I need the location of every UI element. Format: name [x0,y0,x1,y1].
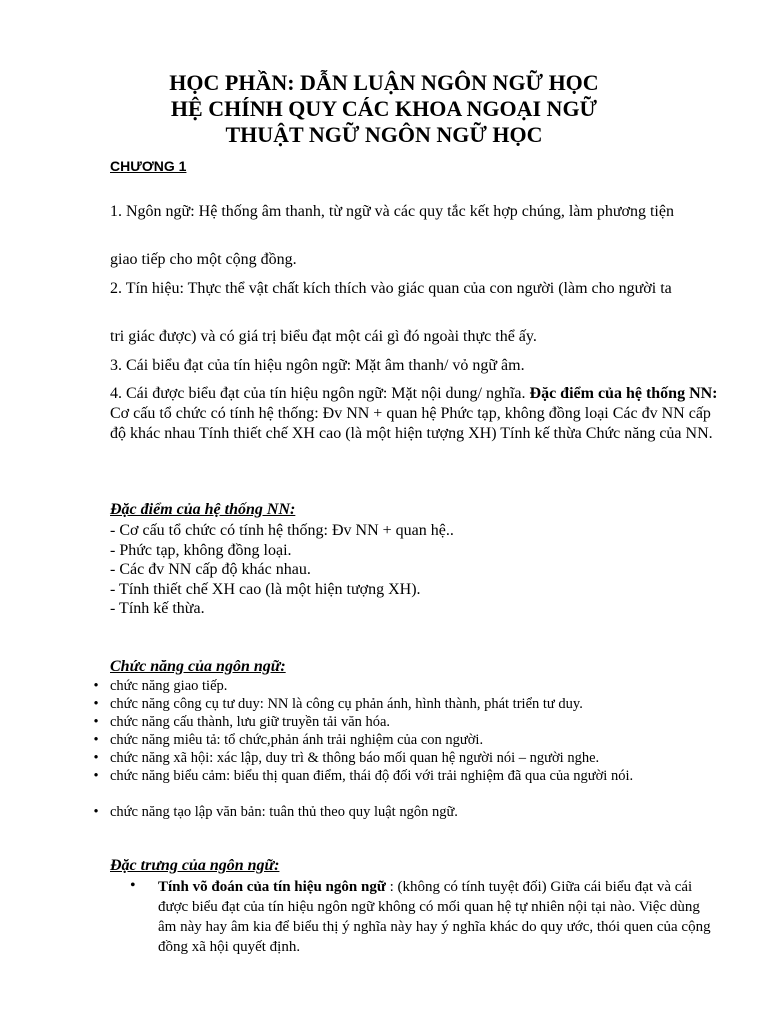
functions-item-text: chức năng biểu cảm: biểu thị quan điểm, thái độ đối với trải nghiệm đã qua của người nói. [110,768,634,784]
bullet-icon: • [93,678,99,694]
bullet-icon: • [93,732,99,748]
features-item: - Các đv NN cấp độ khác nhau. [110,561,311,578]
paragraph-4-bold: Đặc điểm của hệ thống NN: [529,385,718,402]
functions-item [90,750,730,767]
features-list [110,521,710,619]
functions-item [90,732,730,749]
bullet-icon: • [93,696,99,712]
functions-item-text: chức năng miêu tả: tổ chức,phản ánh trải nghiệm của con người. [110,732,484,748]
features-item: - Phức tạp, không đồng loại. [110,541,292,559]
traits-item-text: : (không có tính tuyệt đối) Giữa cái biểu đạt và cái được biểu đạt của tín hiệu ngôn ngữ không có mối quan hệ tự nhiên nội tại nào. Việc dùng âm này hay âm kia để biểu thị ý nghĩa này hay ý nghĩa khác do quy ước, thói quen của cộng đồng xã hội quyết định. [158,879,711,955]
functions-item [90,768,730,785]
functions-item [90,678,730,695]
paragraph-4-start: 4. Cái được biểu đạt của tín hiệu ngôn ngữ: Mặt nội dung/ nghĩa. [110,385,530,402]
title-line-1: HỌC PHẦN: DẪN LUẬN NGÔN NGỮ HỌC [169,70,599,95]
paragraph-3: 3. Cái biểu đạt của tín hiệu ngôn ngữ: Mặt âm thanh/ vỏ ngữ âm. [110,357,525,374]
features-heading: Đặc điểm của hệ thống NN: [110,501,296,518]
functions-item [90,696,730,713]
traits-item [130,877,718,957]
functions-item [90,714,730,731]
functions-item-text: chức năng xã hội: xác lập, duy trì & thông báo mối quan hệ người nói – người nghe. [110,750,600,766]
paragraph-2-line-1: 2. Tín hiệu: Thực thể vật chất kích thích vào giác quan của con người (làm cho người ta [110,280,672,297]
paragraph-2-line-2: tri giác được) và có giá trị biểu đạt một cái gì đó ngoài thực thể ấy. [110,328,537,345]
title-line-2: HỆ CHÍNH QUY CÁC KHOA NGOẠI NGỮ [170,96,598,121]
features-item: - Tính thiết chế XH cao (là một hiện tượng XH). [110,580,421,598]
bullet-icon: • [93,750,99,766]
paragraph-4 [110,384,730,444]
functions-item-text: chức năng tạo lập văn bản: tuân thủ theo quy luật ngôn ngữ. [110,804,458,820]
traits-heading: Đặc trưng của ngôn ngữ: [110,857,280,874]
paragraph-4-rest: Cơ cấu tổ chức có tính hệ thống: Đv NN + quan hệ Phức tạp, không đồng loại Các đv NN cấp độ khác nhau Tính thiết chế XH cao (là một hiện tượng XH) Tính kế thừa Chức năng của NN. [110,405,713,442]
features-item: - Cơ cấu tổ chức có tính hệ thống: Đv NN + quan hệ.. [110,522,454,539]
bullet-icon: • [93,714,99,730]
functions-item [90,804,730,821]
bullet-icon: • [130,877,136,894]
paragraph-1-line-1: 1. Ngôn ngữ: Hệ thống âm thanh, từ ngữ và các quy tắc kết hợp chúng, làm phương tiện [110,203,674,220]
functions-heading: Chức năng của ngôn ngữ: [110,658,286,675]
features-item: - Tính kế thừa. [110,600,205,617]
title-line-3: THUẬT NGỮ NGÔN NGỮ HỌC [225,122,543,147]
functions-item-text: chức năng công cụ tư duy: NN là công cụ phản ánh, hình thành, phát triển tư duy. [110,696,583,712]
functions-item-text: chức năng cấu thành, lưu giữ truyền tải văn hóa. [110,714,391,730]
bullet-icon: • [93,768,99,784]
functions-item-text: chức năng giao tiếp. [110,678,228,694]
paragraph-1-line-2: giao tiếp cho một cộng đồng. [110,251,297,268]
chapter-heading: CHƯƠNG 1 [110,158,187,174]
traits-item-bold: Tính võ đoán của tín hiệu ngôn ngữ [158,879,386,895]
bullet-icon: • [93,804,99,820]
